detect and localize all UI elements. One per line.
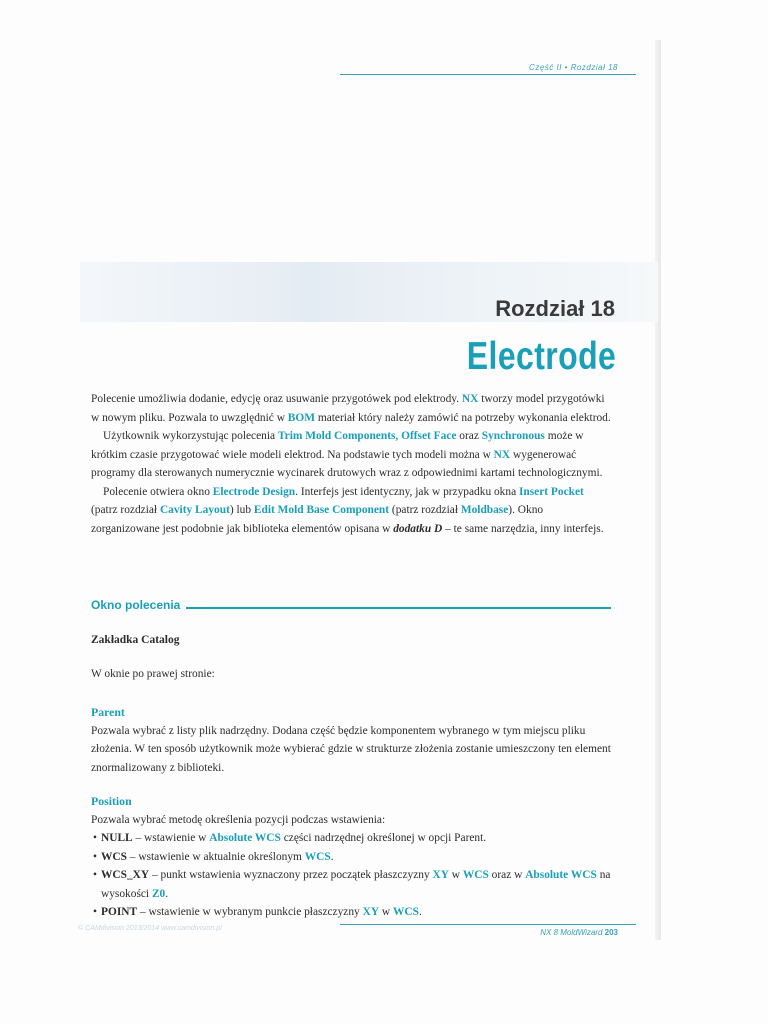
position-list: [91, 829, 611, 922]
footer-page-info: NX 8 MoldWizard 203: [540, 928, 618, 937]
parent-text: Pozwala wybrać z listy plik nadrzędny. Dodana część będzie komponentem wybranego w tym miejscu pliku złożenia. W ten sposób użytkownik może wybierać gdzie w strukturze złożenia zostanie umieszczony ten element znormalizowany z biblioteki.: [91, 724, 611, 774]
position-intro: Pozwala wybrać metodę określenia pozycji podczas wstawienia:: [91, 813, 386, 826]
list-item: • POINT – wstawienie w wybranym punkcie płaszczyzny XY w WCS.: [91, 903, 611, 922]
bullet-icon: •: [93, 906, 97, 918]
parent-heading: Parent: [91, 705, 125, 719]
footer-rule: [340, 924, 636, 925]
side-text: W oknie po prawej stronie:: [91, 668, 215, 680]
list-item: • NULL – wstawienie w Absolute WCS części nadrzędnej określonej w opcji Parent.: [91, 829, 611, 848]
chapter-title: Electrode: [466, 335, 616, 378]
footer-copyright: © CAMdivision 2013/2014 www.camdivision.pl: [78, 925, 222, 932]
parent-block: [91, 703, 611, 777]
list-item: • WCS_XY – punkt wstawienia wyznaczony przez początek płaszczyzny XY w WCS oraz w Absolute WCS na wysokości Z0.: [91, 866, 611, 903]
page-edge: [655, 40, 661, 940]
intro-text: [91, 390, 611, 538]
list-item: • WCS – wstawienie w aktualnie określonym WCS.: [91, 848, 611, 867]
bullet-icon: •: [93, 869, 97, 881]
position-block: [91, 792, 611, 922]
tab-label: Zakładka Catalog: [91, 634, 180, 646]
intro-paragraph-1: Polecenie umożliwia dodanie, edycję oraz usuwanie przygotówek pod elektrody. NX tworzy model przygotówki w nowym pliku. Pozwala to uwzględnić w BOM materiał który należy zamówić na potrzeby wykonania elektrod.: [91, 393, 611, 424]
bullet-icon: •: [93, 850, 97, 863]
section-title: Okno polecenia: [91, 598, 186, 612]
intro-paragraph-3: Polecenie otwiera okno Electrode Design. Interfejs jest identyczny, jak w przypadku okna Insert Pocket (patrz rozdział Cavity Layout) lub Edit Mold Base Component (patrz rozdział Moldbase). Okno zorganizowane jest podobnie jak biblioteka elementów opisana w dodatku D – te same narzędzia, inny interfejs.: [91, 485, 604, 535]
page-number: 203: [604, 928, 618, 937]
running-header: Część II • Rozdział 18: [529, 63, 618, 72]
section-heading: [91, 596, 611, 616]
intro-paragraph-2: Użytkownik wykorzystując polecenia Trim Mold Components, Offset Face oraz Synchronous może w krótkim czasie przygotować wiele modeli elektrod. Na podstawie tych modeli można w NX wygenerować programy dla sterowanych numerycznie wycinarek drutowych wraz z odpowiednimi kartami technologicznymi.: [91, 430, 603, 479]
chapter-number: Rozdział 18: [495, 296, 615, 321]
header-rule: [340, 74, 636, 75]
bullet-icon: •: [93, 832, 97, 844]
position-heading: Position: [91, 794, 132, 808]
